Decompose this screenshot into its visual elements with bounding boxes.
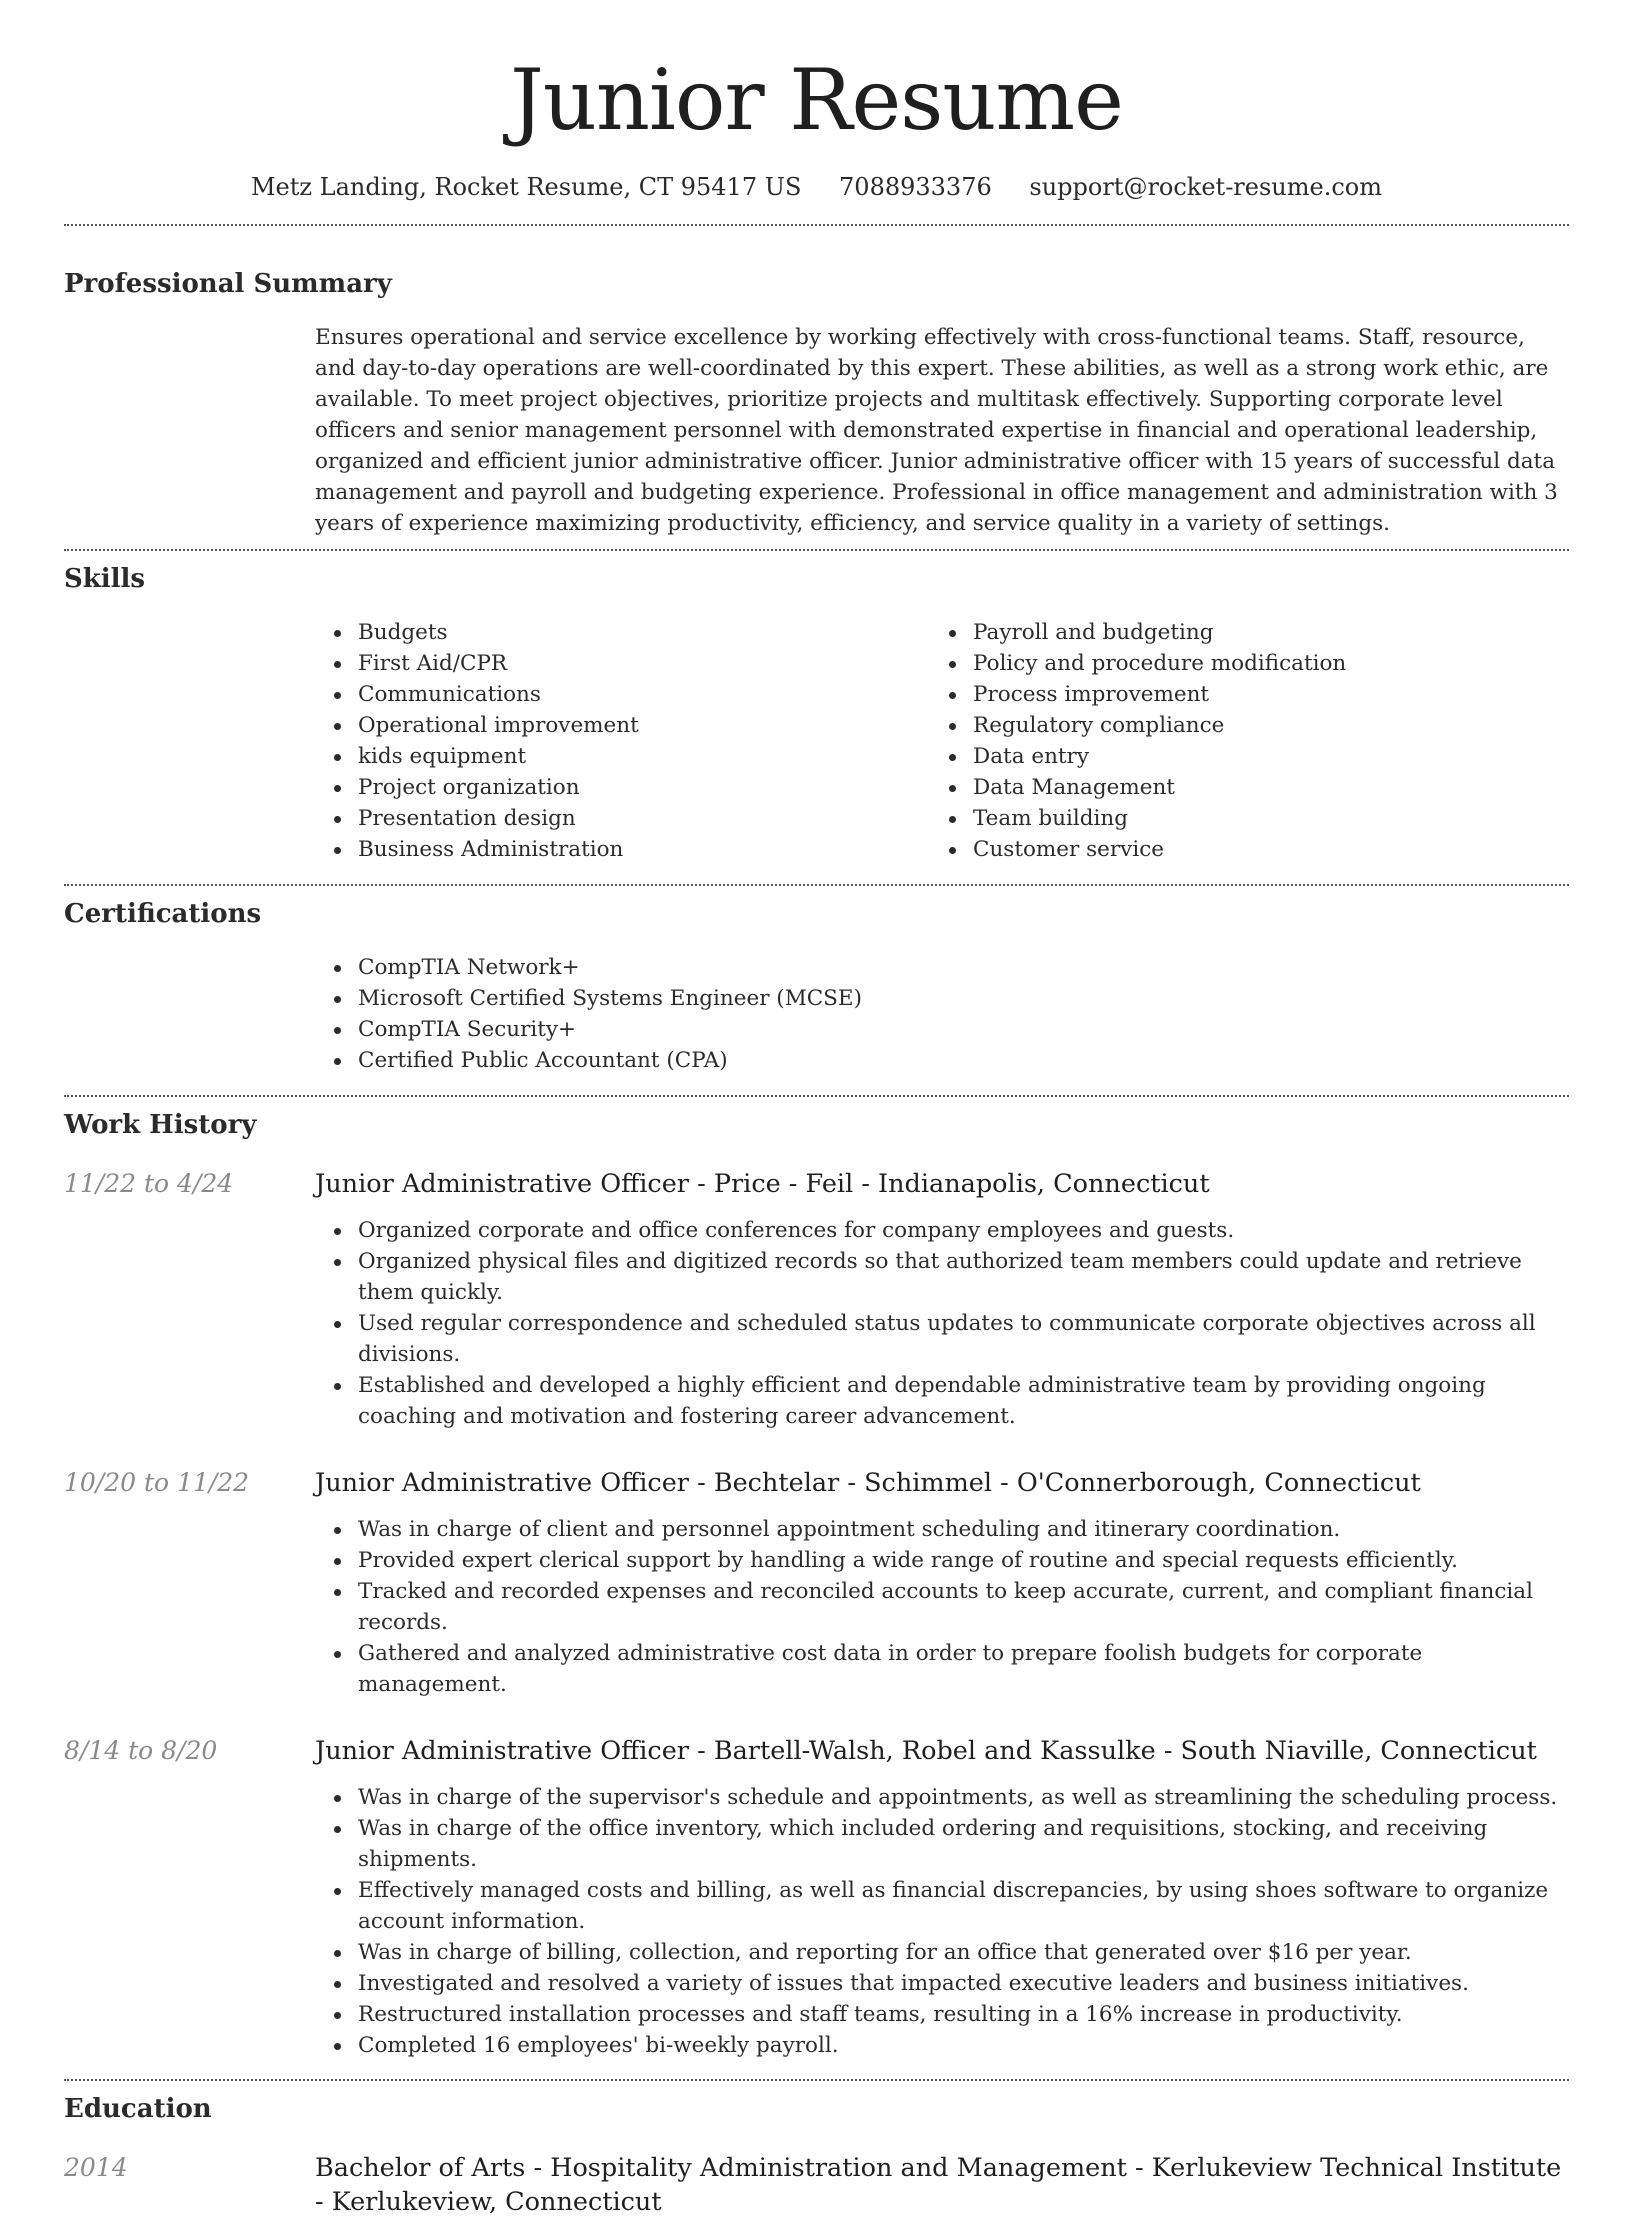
job-date: 11/22 to 4/24 (64, 1169, 234, 1198)
skill-item: kids equipment (315, 741, 930, 772)
skill-item: Team building (930, 803, 1545, 834)
skill-item: Project organization (315, 772, 930, 803)
certifications-heading: Certifications (64, 899, 262, 929)
skill-item: Process improvement (930, 679, 1545, 710)
resume-page (64, 0, 1569, 2219)
skills-list-left (315, 617, 930, 865)
skill-item: First Aid/CPR (315, 648, 930, 679)
job-bullet: Organized corporate and office conferences for company employees and guests. (315, 1215, 1569, 1246)
job-bullets (315, 1514, 1569, 1700)
section-divider (64, 1095, 1569, 1097)
job-title: Junior Administrative Officer - Bechtelar - Schimmel - O'Connerborough, Connecticut (315, 1468, 1421, 1498)
job-entry (64, 1167, 1569, 1432)
summary-section (64, 267, 1569, 539)
job-bullets (315, 1782, 1569, 2061)
job-date: 8/14 to 8/20 (64, 1736, 218, 1765)
job-bullet: Investigated and resolved a variety of issues that impacted executive leaders and business initiatives. (315, 1968, 1569, 1999)
job-entry (64, 1466, 1569, 1700)
job-bullet: Completed 16 employees' bi-weekly payroll. (315, 2030, 1569, 2061)
skill-item: Presentation design (315, 803, 930, 834)
job-bullet: Gathered and analyzed administrative cost data in order to prepare foolish budgets for corporate management. (315, 1638, 1569, 1700)
skills-section (64, 562, 1569, 865)
job-bullet: Effectively managed costs and billing, as well as financial discrepancies, by using shoes software to organize account information. (315, 1875, 1569, 1937)
section-divider (64, 884, 1569, 886)
job-bullets (315, 1215, 1569, 1432)
education-heading: Education (64, 2094, 212, 2124)
summary-heading: Professional Summary (64, 269, 392, 299)
job-details (315, 1466, 1569, 1700)
section-divider (64, 549, 1569, 551)
skills-list-right (930, 617, 1545, 865)
education-title: Bachelor of Arts - Hospitality Administration and Management - Kerlukeview Technical Institute - Kerlukeview, Connecticut (315, 2153, 1562, 2217)
skills-columns (315, 617, 1569, 865)
education-entry (64, 2151, 1569, 2219)
skill-item: Budgets (315, 617, 930, 648)
skill-item: Operational improvement (315, 710, 930, 741)
job-bullet: Used regular correspondence and scheduled status updates to communicate corporate objectives across all divisions. (315, 1308, 1569, 1370)
certification-item: Certified Public Accountant (CPA) (315, 1045, 1569, 1076)
job-bullet: Provided expert clerical support by handling a wide range of routine and special requests efficiently. (315, 1545, 1569, 1576)
skill-item: Regulatory compliance (930, 710, 1545, 741)
job-bullet: Was in charge of billing, collection, and reporting for an office that generated over $16 per year. (315, 1937, 1569, 1968)
education-section (64, 2092, 1569, 2219)
skill-item: Data Management (930, 772, 1545, 803)
job-bullet: Tracked and recorded expenses and reconciled accounts to keep accurate, current, and compliant financial records. (315, 1576, 1569, 1638)
certification-item: Microsoft Certified Systems Engineer (MCSE) (315, 983, 1569, 1014)
skill-item: Payroll and budgeting (930, 617, 1545, 648)
skill-item: Data entry (930, 741, 1545, 772)
contact-phone: 7088933376 (839, 173, 992, 201)
certification-item: CompTIA Network+ (315, 952, 1569, 983)
certifications-section (64, 897, 1569, 1076)
certifications-list (315, 952, 1569, 1076)
resume-name: Junior Resume (510, 51, 1123, 149)
job-date: 10/20 to 11/22 (64, 1468, 250, 1497)
certification-item: CompTIA Security+ (315, 1014, 1569, 1045)
job-bullet: Restructured installation processes and staff teams, resulting in a 16% increase in productivity. (315, 1999, 1569, 2030)
skill-item: Business Administration (315, 834, 930, 865)
contact-address: Metz Landing, Rocket Resume, CT 95417 US (250, 173, 802, 201)
work-history-heading: Work History (64, 1110, 257, 1140)
skill-item: Customer service (930, 834, 1545, 865)
skills-heading: Skills (64, 564, 146, 594)
job-title: Junior Administrative Officer - Price - Feil - Indianapolis, Connecticut (315, 1169, 1210, 1199)
job-bullet: Organized physical files and digitized records so that authorized team members could update and retrieve them quickly. (315, 1246, 1569, 1308)
job-bullet: Was in charge of the office inventory, which included ordering and requisitions, stocking, and receiving shipments. (315, 1813, 1569, 1875)
contact-line (64, 172, 1569, 202)
job-bullet: Established and developed a highly efficient and dependable administrative team by providing ongoing coaching and motivation and fostering career advancement. (315, 1370, 1569, 1432)
skill-item: Policy and procedure modification (930, 648, 1545, 679)
education-details (315, 2151, 1569, 2219)
job-details (315, 1734, 1569, 2061)
job-title: Junior Administrative Officer - Bartell-Walsh, Robel and Kassulke - South Niaville, Connecticut (315, 1736, 1537, 1766)
section-divider (64, 2079, 1569, 2081)
contact-email[interactable]: support@rocket-resume.com (1029, 173, 1382, 201)
education-date: 2014 (64, 2153, 128, 2182)
job-entry (64, 1734, 1569, 2061)
job-details (315, 1167, 1569, 1432)
job-bullet: Was in charge of client and personnel appointment scheduling and itinerary coordination. (315, 1514, 1569, 1545)
section-divider (64, 224, 1569, 226)
summary-text: Ensures operational and service excellence by working effectively with cross-functional teams. Staff, resource, and day-to-day operations are well-coordinated by this expert. These abilities, as well as a strong work ethic, are available. To meet project objectives, prioritize projects and multitask effectively. Supporting corporate level officers and senior management personnel with demonstrated expertise in financial and operational leadership, organized and efficient junior administrative officer. Junior administrative officer with 15 years of successful data management and payroll and budgeting experience. Professional in office management and administration with 3 years of experience maximizing productivity, efficiency, and service quality in a variety of settings. (315, 325, 1558, 536)
job-bullet: Was in charge of the supervisor's schedule and appointments, as well as streamlining the scheduling process. (315, 1782, 1569, 1813)
skill-item: Communications (315, 679, 930, 710)
work-history-section (64, 1108, 1569, 2061)
